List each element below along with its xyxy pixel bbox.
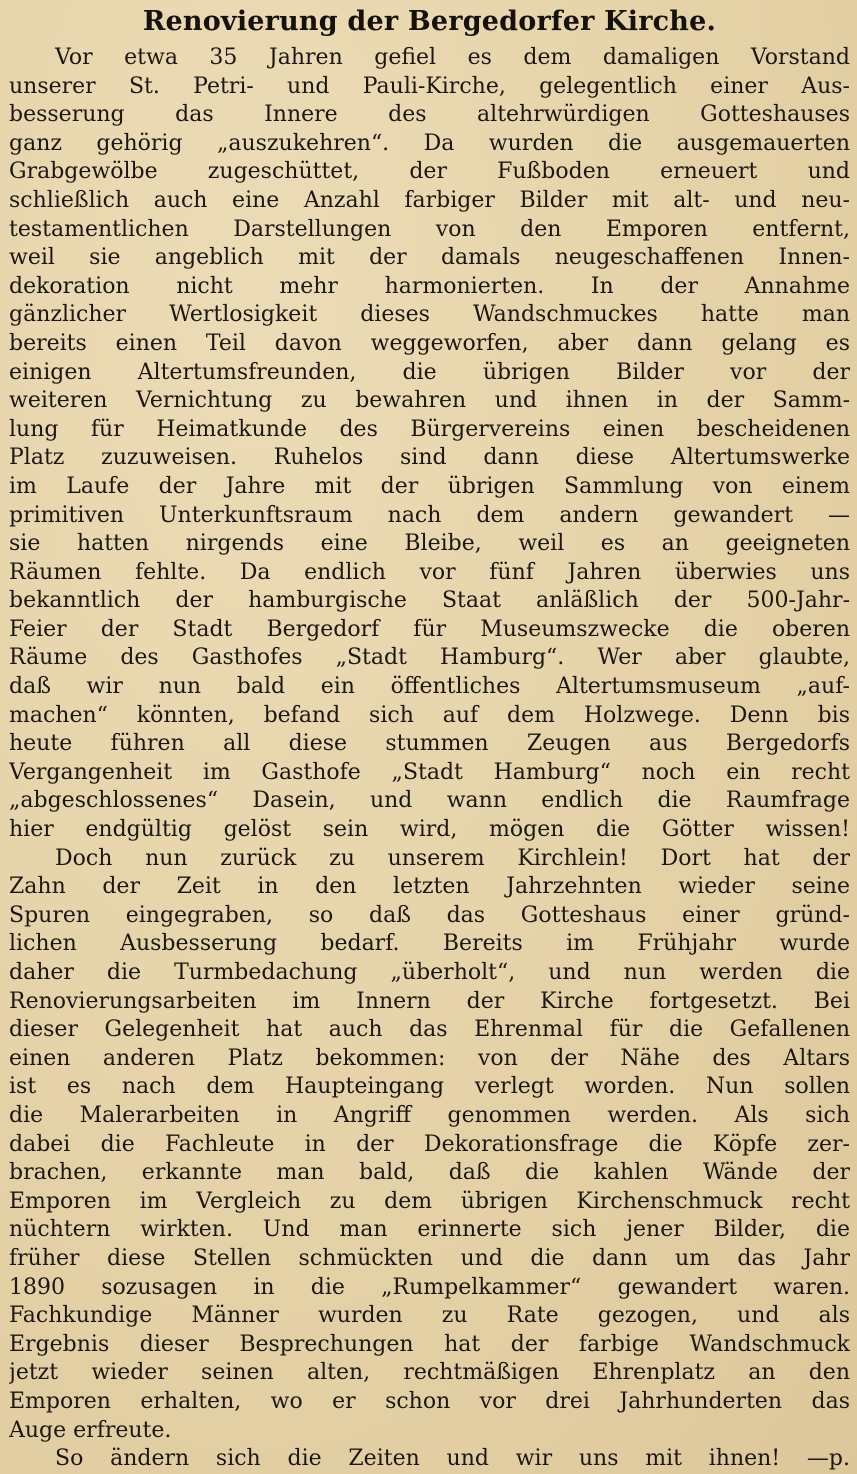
text-line: einen anderen Platz bekommen: von der Nähe des Altars (9, 1045, 850, 1071)
text-line: Ergebnis dieser Besprechungen hat der farbige Wandschmuck (9, 1331, 850, 1357)
text-line: Räumen fehlte. Da endlich vor fünf Jahren überwies uns (9, 559, 850, 585)
article-body (9, 44, 850, 1474)
text-line: besserung das Innere des altehrwürdigen Gotteshauses (9, 102, 850, 128)
text-line: im Laufe der Jahre mit der übrigen Sammlung von einem (9, 473, 850, 499)
text-line: unserer St. Petri- und Pauli-Kirche, gelegentlich einer Aus- (9, 73, 850, 99)
text-line: Vor etwa 35 Jahren gefiel es dem damaligen Vorstand (55, 45, 850, 70)
text-line: sie hatten nirgends eine Bleibe, weil es an geeigneten (9, 531, 850, 557)
text-line: Renovierungsarbeiten im Innern der Kirche fortgesetzt. Bei (9, 988, 850, 1014)
text-line: bekanntlich der hamburgische Staat anläßlich der 500-Jahr- (9, 588, 850, 614)
text-line: dekoration nicht mehr harmonierten. In der Annahme (9, 273, 850, 299)
text-line: jetzt wieder seinen alten, rechtmäßigen Ehrenplatz an den (9, 1360, 850, 1386)
text-line: gänzlicher Wertlosigkeit dieses Wandschmuckes hatte man (9, 302, 850, 328)
text-line: Auge erfreute. (9, 1417, 172, 1443)
text-line: Spuren eingegraben, so daß das Gotteshaus einer gründ- (9, 902, 850, 928)
text-line: die Malerarbeiten in Angriff genommen werden. Als sich (9, 1102, 850, 1128)
text-line: ist es nach dem Haupteingang verlegt worden. Nun sollen (9, 1074, 850, 1100)
text-line: lichen Ausbesserung bedarf. Bereits im Frühjahr wurde (9, 931, 850, 957)
text-line: heute führen all diese stummen Zeugen aus Bergedorfs (9, 731, 850, 757)
text-line: dieser Gelegenheit hat auch das Ehrenmal für die Gefallenen (9, 1017, 850, 1043)
text-line: Grabgewölbe zugeschüttet, der Fußboden erneuert und (9, 159, 850, 185)
text-line: ganz gehörig „auszukehren“. Da wurden die ausgemauerten (9, 130, 850, 156)
text-line: Feier der Stadt Bergedorf für Museumszwecke die oberen (9, 616, 850, 642)
text-line: Emporen im Vergleich zu dem übrigen Kirchenschmuck recht (9, 1188, 850, 1214)
text-line: weil sie angeblich mit der damals neugeschaffenen Innen- (9, 245, 850, 271)
text-line: Vergangenheit im Gasthofe „Stadt Hamburg“ noch ein recht (9, 759, 850, 785)
text-line: Fachkundige Männer wurden zu Rate gezogen, und als (9, 1303, 850, 1329)
text-line: „abgeschlossenes“ Dasein, und wann endlich die Raumfrage (9, 788, 850, 814)
text-line: testamentlichen Darstellungen von den Emporen entfernt, (9, 216, 850, 242)
text-line: Platz zuzuweisen. Ruhelos sind dann diese Altertumswerke (9, 445, 850, 471)
article-paragraph-2 (9, 845, 850, 1445)
text-line: Zahn der Zeit in den letzten Jahrzehnten wieder seine (9, 874, 850, 900)
text-line: weiteren Vernichtung zu bewahren und ihnen in der Samm- (9, 388, 850, 414)
text-line: lung für Heimatkunde des Bürgervereins einen bescheidenen (9, 416, 850, 442)
text-line: brachen, erkannte man bald, daß die kahlen Wände der (9, 1160, 850, 1186)
article-paragraph-3 (9, 1445, 850, 1474)
text-line: hier endgültig gelöst sein wird, mögen die Götter wissen! (9, 817, 850, 843)
text-line: nüchtern wirkten. Und man erinnerte sich jener Bilder, die (9, 1217, 850, 1243)
text-line: Emporen erhalten, wo er schon vor drei Jahrhunderten das (9, 1388, 850, 1414)
text-line: machen“ könnten, befand sich auf dem Holzwege. Denn bis (9, 702, 850, 728)
text-line: früher diese Stellen schmückten und die dann um das Jahr (9, 1245, 850, 1271)
text-line: dabei die Fachleute in der Dekorationsfrage die Köpfe zer- (9, 1131, 850, 1157)
closing-line: So ändern sich die Zeiten und wir uns mit ihnen! —p. (55, 1446, 850, 1472)
text-line: daher die Turmbedachung „überholt“, und nun werden die (9, 960, 850, 985)
text-line: einigen Altertumsfreunden, die übrigen Bilder vor der (9, 359, 850, 385)
text-line: schließlich auch eine Anzahl farbiger Bilder mit alt- und neu- (9, 187, 850, 213)
text-line: Doch nun zurück zu unserem Kirchlein! Dort hat der (55, 845, 850, 871)
text-line: bereits einen Teil davon weggeworfen, aber dann gelang es (9, 330, 850, 356)
text-line: 1890 sozusagen in die „Rumpelkammer“ gewandert waren. (9, 1274, 850, 1300)
text-line: primitiven Unterkunftsraum nach dem andern gewandert — (9, 502, 850, 528)
article-paragraph-1 (9, 44, 850, 845)
article-headline: Renovierung der Bergedorfer Kirche. (142, 6, 717, 37)
text-line: daß wir nun bald ein öffentliches Altertumsmuseum „auf- (9, 674, 850, 700)
text-line: Räume des Gasthofes „Stadt Hamburg“. Wer aber glaubte, (9, 645, 850, 671)
